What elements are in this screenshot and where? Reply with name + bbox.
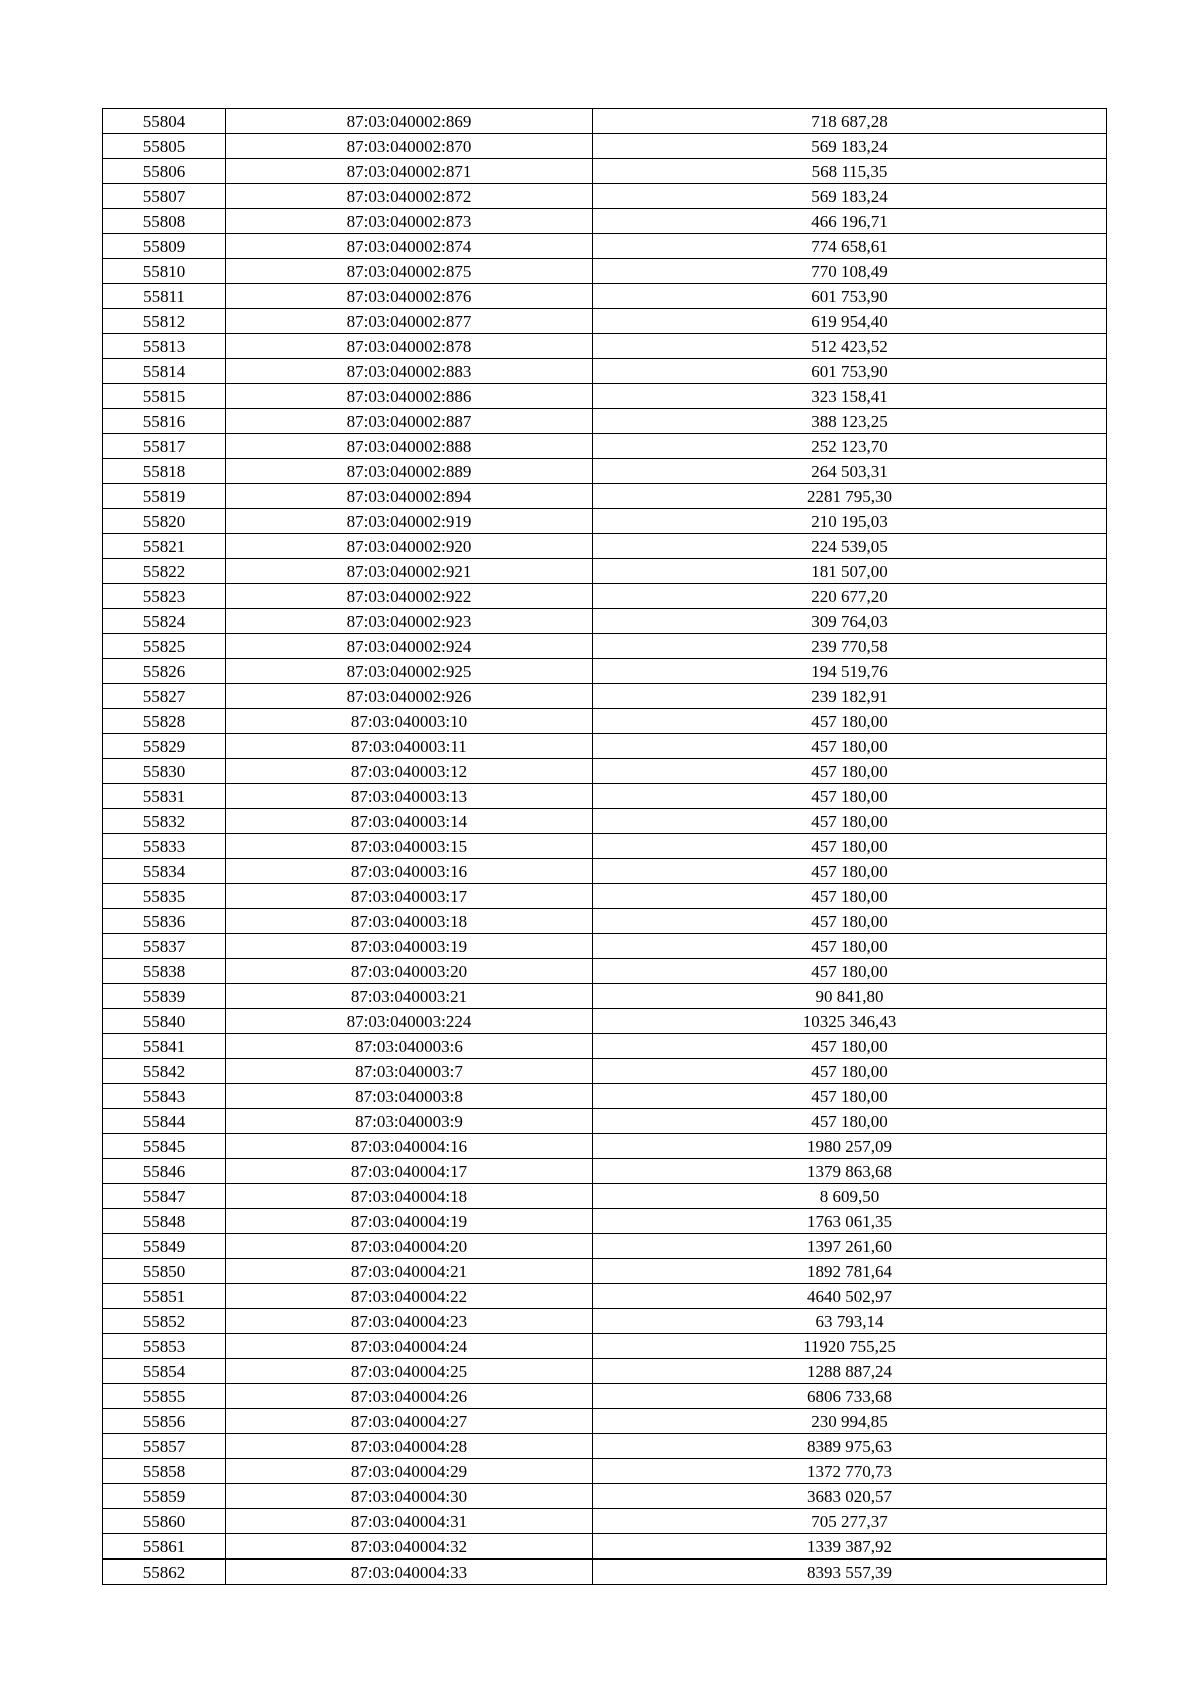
table-row: [103, 1384, 1107, 1409]
table-row: [103, 1284, 1107, 1309]
table-row: [103, 534, 1107, 559]
cadastral-number-cell: 87:03:040002:877: [226, 309, 593, 334]
row-number-cell: 55837: [103, 934, 226, 959]
cadastral-value-cell: 2281 795,30: [593, 484, 1107, 509]
row-number-cell: 55857: [103, 1434, 226, 1459]
cadastral-value-cell: 457 180,00: [593, 1084, 1107, 1109]
cadastral-value-cell: 457 180,00: [593, 1059, 1107, 1084]
cadastral-number-cell: 87:03:040003:12: [226, 759, 593, 784]
table-row: [103, 1259, 1107, 1284]
cadastral-value-cell: 457 180,00: [593, 1034, 1107, 1059]
row-number-cell: 55831: [103, 784, 226, 809]
table-row: [103, 309, 1107, 334]
cadastral-value-cell: 264 503,31: [593, 459, 1107, 484]
cadastral-value-cell: 239 182,91: [593, 684, 1107, 709]
cadastral-number-cell: 87:03:040002:924: [226, 634, 593, 659]
row-number-cell: 55828: [103, 709, 226, 734]
row-number-cell: 55824: [103, 609, 226, 634]
cadastral-number-cell: 87:03:040004:21: [226, 1259, 593, 1284]
row-number-cell: 55846: [103, 1159, 226, 1184]
cadastral-number-cell: 87:03:040002:875: [226, 259, 593, 284]
table-row: [103, 1334, 1107, 1359]
table-row: [103, 934, 1107, 959]
cadastral-value-cell: 718 687,28: [593, 109, 1107, 134]
row-number-cell: 55862: [103, 1559, 226, 1585]
cadastral-number-cell: 87:03:040002:886: [226, 384, 593, 409]
cadastral-number-cell: 87:03:040004:30: [226, 1484, 593, 1509]
table-row: [103, 184, 1107, 209]
cadastral-value-cell: 466 196,71: [593, 209, 1107, 234]
cadastral-number-cell: 87:03:040003:11: [226, 734, 593, 759]
cadastral-number-cell: 87:03:040002:870: [226, 134, 593, 159]
row-number-cell: 55832: [103, 809, 226, 834]
table-row: [103, 1184, 1107, 1209]
cadastral-value-cell: 569 183,24: [593, 184, 1107, 209]
cadastral-value-cell: 1892 781,64: [593, 1259, 1107, 1284]
cadastral-value-cell: 457 180,00: [593, 934, 1107, 959]
table-row: [103, 334, 1107, 359]
row-number-cell: 55813: [103, 334, 226, 359]
row-number-cell: 55839: [103, 984, 226, 1009]
cadastral-value-cell: 457 180,00: [593, 959, 1107, 984]
cadastral-value-cell: 457 180,00: [593, 809, 1107, 834]
row-number-cell: 55830: [103, 759, 226, 784]
table-row: [103, 1434, 1107, 1459]
table-row: [103, 459, 1107, 484]
cadastral-value-cell: 1763 061,35: [593, 1209, 1107, 1234]
table-row: [103, 884, 1107, 909]
table-row: [103, 1209, 1107, 1234]
cadastral-value-cell: 8393 557,39: [593, 1559, 1107, 1585]
cadastral-number-cell: 87:03:040003:20: [226, 959, 593, 984]
cadastral-value-cell: 1379 863,68: [593, 1159, 1107, 1184]
cadastral-number-cell: 87:03:040004:23: [226, 1309, 593, 1334]
row-number-cell: 55818: [103, 459, 226, 484]
cadastral-value-cell: 457 180,00: [593, 1109, 1107, 1134]
table-row: [103, 1409, 1107, 1434]
row-number-cell: 55821: [103, 534, 226, 559]
row-number-cell: 55808: [103, 209, 226, 234]
cadastral-number-cell: 87:03:040004:27: [226, 1409, 593, 1434]
cadastral-value-cell: 6806 733,68: [593, 1384, 1107, 1409]
table-row: [103, 1059, 1107, 1084]
cadastral-number-cell: 87:03:040004:16: [226, 1134, 593, 1159]
cadastral-value-cell: 210 195,03: [593, 509, 1107, 534]
cadastral-number-cell: 87:03:040002:926: [226, 684, 593, 709]
cadastral-value-cell: 239 770,58: [593, 634, 1107, 659]
cadastral-number-cell: 87:03:040002:873: [226, 209, 593, 234]
cadastral-value-cell: 1980 257,09: [593, 1134, 1107, 1159]
cadastral-number-cell: 87:03:040003:9: [226, 1109, 593, 1134]
row-number-cell: 55829: [103, 734, 226, 759]
row-number-cell: 55811: [103, 284, 226, 309]
cadastral-number-cell: 87:03:040002:878: [226, 334, 593, 359]
cadastral-value-cell: 388 123,25: [593, 409, 1107, 434]
table-row: [103, 434, 1107, 459]
cadastral-number-cell: 87:03:040004:28: [226, 1434, 593, 1459]
table-row: [103, 1084, 1107, 1109]
row-number-cell: 55859: [103, 1484, 226, 1509]
cadastral-value-cell: 457 180,00: [593, 734, 1107, 759]
row-number-cell: 55847: [103, 1184, 226, 1209]
row-number-cell: 55854: [103, 1359, 226, 1384]
table-row: [103, 1134, 1107, 1159]
table-row: [103, 359, 1107, 384]
cadastral-value-cell: 1397 261,60: [593, 1234, 1107, 1259]
table-row: [103, 909, 1107, 934]
cadastral-number-cell: 87:03:040003:10: [226, 709, 593, 734]
cadastral-value-cell: 323 158,41: [593, 384, 1107, 409]
cadastral-value-cell: 770 108,49: [593, 259, 1107, 284]
table-row: [103, 1034, 1107, 1059]
row-number-cell: 55851: [103, 1284, 226, 1309]
cadastral-number-cell: 87:03:040003:17: [226, 884, 593, 909]
cadastral-number-cell: 87:03:040004:25: [226, 1359, 593, 1384]
row-number-cell: 55845: [103, 1134, 226, 1159]
row-number-cell: 55807: [103, 184, 226, 209]
table-row: [103, 759, 1107, 784]
row-number-cell: 55825: [103, 634, 226, 659]
row-number-cell: 55812: [103, 309, 226, 334]
row-number-cell: 55805: [103, 134, 226, 159]
cadastral-value-cell: 11920 755,25: [593, 1334, 1107, 1359]
cadastral-value-cell: 1372 770,73: [593, 1459, 1107, 1484]
row-number-cell: 55809: [103, 234, 226, 259]
cadastral-value-cell: 569 183,24: [593, 134, 1107, 159]
cadastral-value-cell: 457 180,00: [593, 759, 1107, 784]
cadastral-number-cell: 87:03:040003:14: [226, 809, 593, 834]
table-row: [103, 684, 1107, 709]
row-number-cell: 55815: [103, 384, 226, 409]
cadastral-value-table: [102, 108, 1107, 1585]
cadastral-value-cell: 457 180,00: [593, 884, 1107, 909]
cadastral-value-cell: 568 115,35: [593, 159, 1107, 184]
cadastral-value-cell: 252 123,70: [593, 434, 1107, 459]
cadastral-number-cell: 87:03:040002:925: [226, 659, 593, 684]
cadastral-number-cell: 87:03:040002:887: [226, 409, 593, 434]
cadastral-number-cell: 87:03:040002:874: [226, 234, 593, 259]
row-number-cell: 55817: [103, 434, 226, 459]
cadastral-value-cell: 1288 887,24: [593, 1359, 1107, 1384]
cadastral-value-cell: 774 658,61: [593, 234, 1107, 259]
row-number-cell: 55819: [103, 484, 226, 509]
row-number-cell: 55842: [103, 1059, 226, 1084]
cadastral-value-cell: 8 609,50: [593, 1184, 1107, 1209]
cadastral-number-cell: 87:03:040002:869: [226, 109, 593, 134]
cadastral-number-cell: 87:03:040004:24: [226, 1334, 593, 1359]
table-row: [103, 109, 1107, 134]
cadastral-value-cell: 4640 502,97: [593, 1284, 1107, 1309]
table-row: [103, 484, 1107, 509]
table-row: [103, 134, 1107, 159]
table-row: [103, 1509, 1107, 1534]
cadastral-value-cell: 181 507,00: [593, 559, 1107, 584]
table-row: [103, 159, 1107, 184]
cadastral-number-cell: 87:03:040002:876: [226, 284, 593, 309]
row-number-cell: 55855: [103, 1384, 226, 1409]
row-number-cell: 55833: [103, 834, 226, 859]
row-number-cell: 55861: [103, 1534, 226, 1560]
cadastral-value-cell: 619 954,40: [593, 309, 1107, 334]
row-number-cell: 55836: [103, 909, 226, 934]
cadastral-number-cell: 87:03:040002:923: [226, 609, 593, 634]
cadastral-number-cell: 87:03:040004:19: [226, 1209, 593, 1234]
cadastral-number-cell: 87:03:040002:921: [226, 559, 593, 584]
row-number-cell: 55858: [103, 1459, 226, 1484]
table-row: [103, 1534, 1107, 1560]
cadastral-number-cell: 87:03:040003:15: [226, 834, 593, 859]
cadastral-value-cell: 512 423,52: [593, 334, 1107, 359]
row-number-cell: 55856: [103, 1409, 226, 1434]
cadastral-number-cell: 87:03:040003:6: [226, 1034, 593, 1059]
cadastral-number-cell: 87:03:040004:18: [226, 1184, 593, 1209]
table-row: [103, 634, 1107, 659]
cadastral-number-cell: 87:03:040003:18: [226, 909, 593, 934]
row-number-cell: 55852: [103, 1309, 226, 1334]
cadastral-value-cell: 457 180,00: [593, 909, 1107, 934]
table-row: [103, 734, 1107, 759]
table-row: [103, 959, 1107, 984]
table-row: [103, 1359, 1107, 1384]
table-row: [103, 709, 1107, 734]
row-number-cell: 55822: [103, 559, 226, 584]
cadastral-number-cell: 87:03:040002:888: [226, 434, 593, 459]
cadastral-number-cell: 87:03:040002:872: [226, 184, 593, 209]
table-row: [103, 1484, 1107, 1509]
table-row: [103, 984, 1107, 1009]
table-row: [103, 209, 1107, 234]
cadastral-number-cell: 87:03:040004:20: [226, 1234, 593, 1259]
table-row: [103, 1159, 1107, 1184]
cadastral-number-cell: 87:03:040004:33: [226, 1559, 593, 1585]
row-number-cell: 55853: [103, 1334, 226, 1359]
cadastral-value-cell: 3683 020,57: [593, 1484, 1107, 1509]
table-row: [103, 609, 1107, 634]
cadastral-number-cell: 87:03:040004:22: [226, 1284, 593, 1309]
row-number-cell: 55844: [103, 1109, 226, 1134]
cadastral-value-cell: 90 841,80: [593, 984, 1107, 1009]
row-number-cell: 55826: [103, 659, 226, 684]
cadastral-value-cell: 10325 346,43: [593, 1009, 1107, 1034]
row-number-cell: 55827: [103, 684, 226, 709]
row-number-cell: 55840: [103, 1009, 226, 1034]
cadastral-number-cell: 87:03:040003:13: [226, 784, 593, 809]
row-number-cell: 55810: [103, 259, 226, 284]
cadastral-number-cell: 87:03:040003:21: [226, 984, 593, 1009]
cadastral-value-cell: 8389 975,63: [593, 1434, 1107, 1459]
table-row: [103, 859, 1107, 884]
cadastral-value-cell: 309 764,03: [593, 609, 1107, 634]
table-row: [103, 1309, 1107, 1334]
table-row: [103, 259, 1107, 284]
table-row: [103, 409, 1107, 434]
cadastral-number-cell: 87:03:040002:919: [226, 509, 593, 534]
cadastral-number-cell: 87:03:040003:7: [226, 1059, 593, 1084]
cadastral-value-cell: 457 180,00: [593, 834, 1107, 859]
row-number-cell: 55850: [103, 1259, 226, 1284]
table-row: [103, 284, 1107, 309]
cadastral-number-cell: 87:03:040003:16: [226, 859, 593, 884]
table-row: [103, 509, 1107, 534]
cadastral-number-cell: 87:03:040004:17: [226, 1159, 593, 1184]
table-row: [103, 1009, 1107, 1034]
row-number-cell: 55860: [103, 1509, 226, 1534]
row-number-cell: 55816: [103, 409, 226, 434]
table-body: [103, 109, 1107, 1585]
table-row: [103, 784, 1107, 809]
row-number-cell: 55838: [103, 959, 226, 984]
cadastral-value-cell: 457 180,00: [593, 784, 1107, 809]
cadastral-number-cell: 87:03:040002:920: [226, 534, 593, 559]
row-number-cell: 55814: [103, 359, 226, 384]
cadastral-number-cell: 87:03:040004:29: [226, 1459, 593, 1484]
table-row: [103, 834, 1107, 859]
row-number-cell: 55834: [103, 859, 226, 884]
cadastral-value-cell: 63 793,14: [593, 1309, 1107, 1334]
row-number-cell: 55835: [103, 884, 226, 909]
row-number-cell: 55806: [103, 159, 226, 184]
cadastral-number-cell: 87:03:040002:871: [226, 159, 593, 184]
cadastral-value-cell: 457 180,00: [593, 859, 1107, 884]
cadastral-value-cell: 220 677,20: [593, 584, 1107, 609]
table-row: [103, 1459, 1107, 1484]
row-number-cell: 55841: [103, 1034, 226, 1059]
cadastral-number-cell: 87:03:040004:32: [226, 1534, 593, 1560]
cadastral-number-cell: 87:03:040003:8: [226, 1084, 593, 1109]
table-row: [103, 384, 1107, 409]
row-number-cell: 55804: [103, 109, 226, 134]
cadastral-number-cell: 87:03:040004:31: [226, 1509, 593, 1534]
cadastral-number-cell: 87:03:040004:26: [226, 1384, 593, 1409]
cadastral-value-cell: 601 753,90: [593, 359, 1107, 384]
cadastral-value-cell: 457 180,00: [593, 709, 1107, 734]
cadastral-value-cell: 194 519,76: [593, 659, 1107, 684]
cadastral-number-cell: 87:03:040002:889: [226, 459, 593, 484]
cadastral-number-cell: 87:03:040003:224: [226, 1009, 593, 1034]
cadastral-value-cell: 224 539,05: [593, 534, 1107, 559]
table-row: [103, 809, 1107, 834]
row-number-cell: 55848: [103, 1209, 226, 1234]
table-row: [103, 1234, 1107, 1259]
cadastral-number-cell: 87:03:040002:883: [226, 359, 593, 384]
cadastral-value-cell: 230 994,85: [593, 1409, 1107, 1434]
table-row: [103, 234, 1107, 259]
row-number-cell: 55843: [103, 1084, 226, 1109]
table-row: [103, 659, 1107, 684]
table-row: [103, 1559, 1107, 1585]
table-row: [103, 559, 1107, 584]
cadastral-number-cell: 87:03:040003:19: [226, 934, 593, 959]
row-number-cell: 55823: [103, 584, 226, 609]
row-number-cell: 55820: [103, 509, 226, 534]
row-number-cell: 55849: [103, 1234, 226, 1259]
cadastral-number-cell: 87:03:040002:894: [226, 484, 593, 509]
cadastral-value-cell: 705 277,37: [593, 1509, 1107, 1534]
cadastral-value-cell: 1339 387,92: [593, 1534, 1107, 1560]
cadastral-number-cell: 87:03:040002:922: [226, 584, 593, 609]
table-row: [103, 1109, 1107, 1134]
cadastral-value-cell: 601 753,90: [593, 284, 1107, 309]
table-row: [103, 584, 1107, 609]
